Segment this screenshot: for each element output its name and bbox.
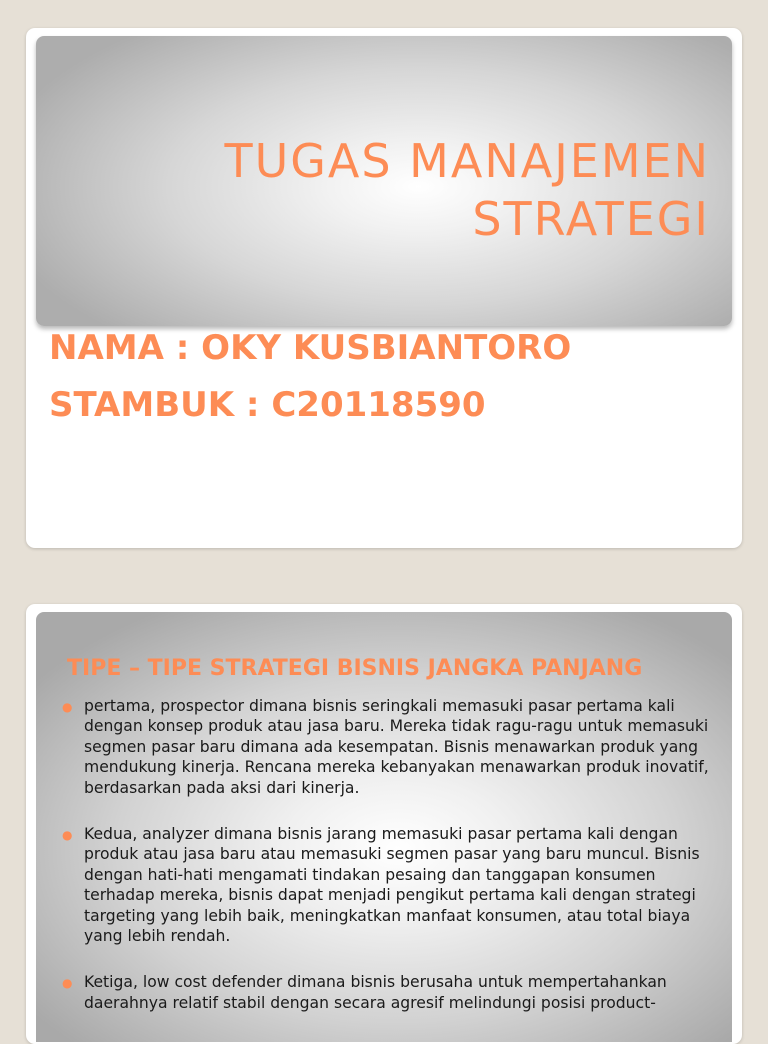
student-id: STAMBUK : C20118590 [49, 385, 486, 425]
bullet-text: Ketiga, low cost defender dimana bisnis berusaha untuk mempertahankan daerahnya relatif stabil dengan secara agresif melindungi posisi product- [84, 973, 667, 1012]
bullet-dot-icon: ● [62, 700, 73, 714]
bullet-text: Kedua, analyzer dimana bisnis jarang memasuki pasar pertama kali dengan produk atau jasa baru atau memasuki segmen pasar yang baru muncul. Bisnis dengan hati-hati mengamati tindakan pesaing dan tanggapan konsumen terhadap mereka, bisnis dapat menjadi pengikut pertama kali dengan strategi targeting yang lebih baik, meningkatkan manfaat konsumen, atau total biaya yang lebih rendah. [84, 825, 700, 946]
list-item [60, 824, 730, 946]
slide-strategy-types[interactable] [26, 604, 742, 1044]
presentation-title: TUGAS MANAJEMEN STRATEGI [224, 134, 710, 246]
bullet-list [60, 696, 730, 1039]
slide-heading: TIPE – TIPE STRATEGI BISNIS JANGKA PANJANG [67, 656, 643, 681]
bullet-text: pertama, prospector dimana bisnis seringkali memasuki pasar pertama kali dengan konsep produk atau jasa baru. Mereka tidak ragu-ragu untuk memasuki segmen pasar baru dimana ada kesempatan. Bisnis menawarkan produk yang mendukung kinerja. Rencana mereka kebanyakan menawarkan produk inovatif, berdasarkan pada aksi dari kinerja. [84, 697, 709, 797]
bullet-dot-icon: ● [62, 828, 73, 843]
slide-title[interactable] [26, 28, 742, 548]
title-banner [36, 36, 732, 326]
content-panel [36, 612, 732, 1042]
list-item [60, 696, 730, 798]
list-item [60, 972, 730, 1013]
student-name: NAMA : OKY KUSBIANTORO [49, 328, 572, 368]
bullet-dot-icon: ● [62, 976, 73, 991]
